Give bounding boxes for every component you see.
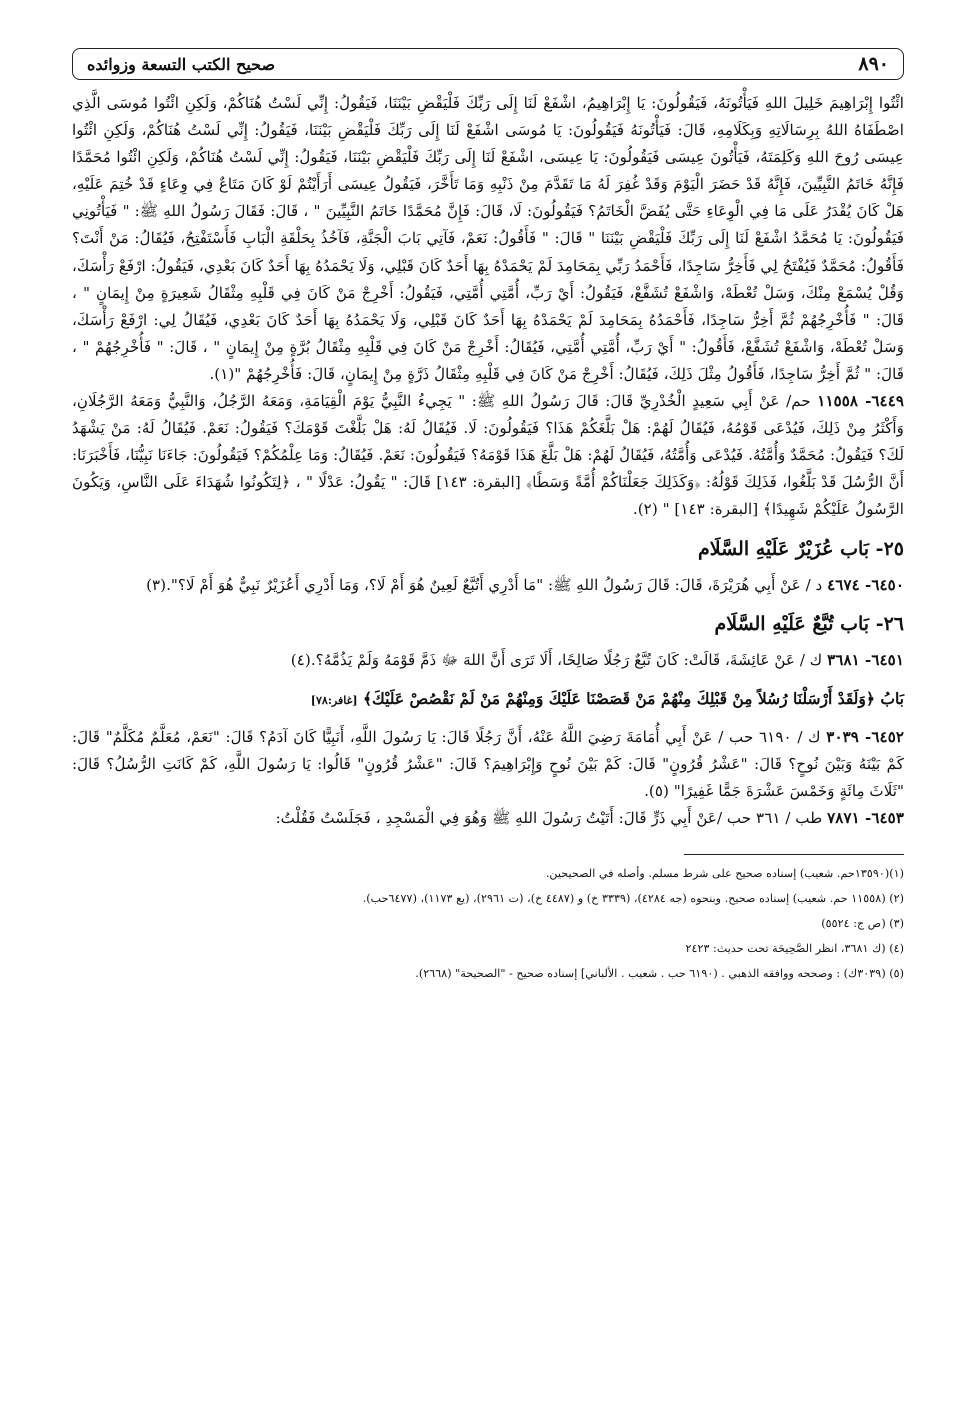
footnote-3: (٣) (ص ج: ٥٥٢٤) [821, 917, 904, 931]
chapter-heading-26: ٢٦- بَاب تُبَّعٌ عَلَيْهِ السَّلَام [714, 612, 904, 635]
hadith-6453 [72, 805, 904, 832]
hadith-6452 [72, 724, 904, 805]
footnotes [72, 861, 904, 986]
hadith-number: ٦٤٤٩- ١١٥٥٨ [817, 392, 905, 411]
hadith-number: ٦٤٥١- ٣٦٨١ [827, 650, 904, 669]
running-header [72, 48, 904, 80]
page-number: ٨٩٠ [858, 53, 889, 75]
footnote-1: (١)(١٣٥٩٠حم. شعيب) إسناده صحيح على شرط مسلم. وأصله في الصحيحين. [545, 867, 904, 881]
footnote-divider [684, 854, 904, 855]
hadith-number: ٦٤٥٣- ٧٨٧١ [827, 808, 904, 827]
chapter-heading-ayah [72, 684, 904, 716]
book-title: صحيح الكتب التسعة وزوائده [87, 54, 276, 74]
main-text [72, 90, 904, 832]
hadith-continuation: ائْتُوا إِبْرَاهِيمَ خَلِيلَ اللهِ فَيَأْتُونَهُ، فَيَقُولُونَ: يَا إِبْرَاهِيمُ، اشْفَعْ لَنَا إِلَى رَبِّكَ فَلْيَقْضِ بَيْنَنَا، فَيَقُولُ: إِنِّي لَسْتُ هُنَاكُمْ، وَلَكِنِ ائْتُوا مُوسَى الَّذِي اصْطَفَاهُ اللهُ بِرِسَالَاتِهِ وَبِكَلَامِهِ، قَالَ: فَيَأْتُونَهُ فَيَقُولُونَ: يَا مُوسَى اشْفَعْ لَنَا إِلَى رَبِّكَ فَلْيَقْضِ بَيْنَنَا، فَيَقُولُ: إِنِّي لَسْتُ هُنَاكُمْ، وَلَكِنِ ائْتُوا عِيسَى رُوحَ اللهِ وَكَلِمَتَهُ، فَيَأْتُونَ عِيسَى فَيَقُولُونَ: يَا عِيسَى، اشْفَعْ لَنَا إِلَى رَبِّكَ فَلْيَقْضِ بَيْنَنَا، فَيَقُولُ: إِنِّي لَسْتُ هُنَاكُمْ، وَلَكِنِ ائْتُوا مُحَمَّدًا فَإِنَّهُ خَاتَمُ النَّبِيِّينَ، فَإِنَّهُ قَدْ حَضَرَ الْيَوْمَ وَقَدْ غُفِرَ لَهُ مَا تَقَدَّمَ مِنْ ذَنْبِهِ وَمَا تَأَخَّرَ، فَيَقُولُ عِيسَى أَرَأَيْتُمْ لَوْ كَانَ مَتَاعٌ فِي وِعَاءٍ قَدْ خُتِمَ عَلَيْهِ، هَلْ كَانَ يُقْدَرُ عَلَى مَا فِي الْوِعَاءِ حَتَّى يُفَضَّ الْخَاتَمُ؟ فَيَقُولُونَ: لَا، قَالَ: فَإِنَّ مُحَمَّدًا خَاتَمُ النَّبِيِّينَ " ، قَالَ: فَقَالَ رَسُولُ اللهِ ﷺ: " فَيَأْتُونِي فَيَقُولُونَ: يَا مُحَمَّدُ اشْفَعْ لَنَا إِلَى رَبِّكَ فَلْيَقْضِ بَيْنَنَا " قَالَ: " فَأَقُولُ: نَعَمْ، فَآتِي بَابَ الْجَنَّةِ، فَآخُذُ بِحَلْقَةِ الْبَابِ فَأَسْتَفْتِحُ، فَيُقَالُ: مَنْ أَنْتَ؟ فَأَقُولُ: مُحَمَّدٌ فَيُفْتَحُ لِي فَأَخِرُّ سَاجِدًا، فَأَحْمَدُ رَبِّي بِمَحَامِدَ لَمْ يَحْمَدْهُ بِهَا أَحَدٌ كَانَ قَبْلِي، وَلَا يَحْمَدُهُ بِهَا أَحَدٌ كَانَ بَعْدِي، فَيَقُولُ: ارْفَعْ رَأْسَكَ، وَقُلْ يُسْمَعْ مِنْكَ، وَسَلْ تُعْطَهْ، وَاشْفَعْ تُشَفَّعْ، فَيَقُولُ: أَيْ رَبِّ، أُمَّتِي أُمَّتِي، فَيَقُولُ: أَخْرِجْ مَنْ كَانَ فِي قَلْبِهِ مِثْقَالُ شَعِيرَةٍ مِنْ إِيمَانٍ " ، قَالَ: " فَأُخْرِجُهُمْ ثُمَّ أَخِرُّ سَاجِدًا، فَأَحْمَدُهُ بِمَحَامِدَ لَمْ يَحْمَدْهُ بِهَا أَحَدٌ كَانَ قَبْلِي، وَلَا يَحْمَدُهُ بِهَا أَحَدٌ كَانَ بَعْدِي، فَيُقَالُ لِي: ارْفَعْ رَأْسَكَ، وَسَلْ تُعْطَهْ، وَاشْفَعْ تُشَفَّعْ، فَأَقُولُ: " أَيْ رَبِّ، أُمَّتِي أُمَّتِي، فَيُقَالُ: أَخْرِجْ مَنْ كَانَ فِي قَلْبِهِ مِثْقَالُ بُرَّةٍ مِنْ إِيمَانٍ " ، قَالَ: " فَأُخْرِجُهُمْ " ، قَالَ: " ثُمَّ أَخِرُّ سَاجِدًا، فَأَقُولُ مِثْلَ ذَلِكَ، فَيُقَالُ: أَخْرِجْ مَنْ كَانَ فِي قَلْبِهِ مِثْقَالُ ذَرَّةٍ مِنْ إِيمَانٍ، قَالَ: فَأُخْرِجُهُمْ "(١). [72, 94, 904, 383]
hadith-text: ك / ٦١٩٠ حب / عَنْ أَبِي أُمَامَةَ رَضِيَ اللَّهُ عَنْهُ، أَنَّ رَجُلًا قَالَ: يَا رَسُولَ اللَّهِ، أَنَبِيًّا كَانَ آدَمُ؟ قَالَ: "نَعَمْ، مُعَلَّمٌ مُكَلَّمٌ" قَالَ: كَمْ بَيْنَهُ وَبَيْنَ نُوحٍ؟ قَالَ: "عَشْرُ قُرُونٍ" قَالَ: كَمْ بَيْنَ نُوحٍ وَإِبْرَاهِيمَ؟ قَالَ: "عَشْرُ قُرُونٍ" قَالُوا: يَا رَسُولَ اللَّهِ، كَمْ كَانَتِ الرُّسُلُ؟ قَالَ: "ثَلَاثَ مِائَةٍ وَخَمْسَ عَشْرَةَ جَمًّا غَفِيرًا" (٥). [72, 727, 904, 800]
chapter-ayah-title: بَابُ ﴿وَلَقَدْ أَرْسَلْنَا رُسُلاً مِنْ قَبْلِكَ مِنْهُمْ مَنْ قَصَصْنَا عَلَيْكَ وَمِنْهُمْ مَنْ لَمْ نَقْصُصْ عَلَيْكَ﴾ [362, 688, 904, 708]
ayah-reference: [غافر:٧٨] [310, 693, 358, 707]
footnote-4: (٤) (ك ٣٦٨١، انظر الصَّحِيحَة تحت حديث: ٢٤٢٣ [685, 942, 904, 956]
hadith-number: ٦٤٥٢- ٣٠٣٩ [826, 727, 905, 746]
hadith-number: ٦٤٥٠- ٤٦٧٤ [827, 575, 904, 594]
footnote-5: (٥) (٣٠٣٩ك) : وصححه ووافقه الذهبي . (٦١٩٠ حب . شعيب . الألباني] إسناده صحيح - "الصحيحة" (٢٦٦٨). [415, 967, 904, 981]
chapter-heading-25: ٢٥- بَاب عُزَيْرٌ عَلَيْهِ السَّلَام [698, 537, 904, 560]
hadith-text: طب / ٣٦١ حب /عَنْ أَبِي ذَرٍّ قَالَ: أَتَيْتُ رَسُولَ اللهِ ﷺ وَهُوَ فِي الْمَسْجِدِ ، فَجَلَسْتُ فَقُلْتُ: [275, 808, 823, 827]
document-page [72, 48, 904, 986]
hadith-text: ك / عَنْ عَائِشَةَ، قَالَتْ: كَانَ تُبَّعٌ رَجُلًا صَالِحًا، أَلَا تَرَى أَنَّ اللهَ ﷻ ذَمَّ قَوْمَهُ وَلَمْ يَذُمَّهُ؟.(٤) [290, 650, 823, 669]
footnote-2: (٢) (١١٥٥٨ حم. شعيب) إسناده صحيح. وبنحوه (جه ٤٢٨٤)، (٣٣٣٩ خ) و (٤٤٨٧ خ)، (ت ٢٩٦١)، (يع ١١٧٣)، (٦٤٧٧حب). [362, 892, 904, 906]
hadith-text: حم/ عَنْ أَبِي سَعِيدٍ الْخُدْرِيِّ قَالَ: قَالَ رَسُولُ اللهِ ﷺ: " يَجِيءُ النَّبِيُّ يَوْمَ الْقِيَامَةِ، وَمَعَهُ الرَّجُلُ، وَالنَّبِيُّ وَمَعَهُ الرَّجُلَانِ، وَأَكْثَرُ مِنْ ذَلِكَ، فَيُدْعَى قَوْمُهُ، فَيُقَالُ لَهُمْ: هَلْ بَلَّغَكُمْ هَذَا؟ فَيَقُولُونَ: لَا. فَيُقَالُ لَهُ: هَلْ بَلَّغْتَ قَوْمَكَ؟ فَيَقُولُ: نَعَمْ. فَيُقَالُ لَهُ: مَنْ يَشْهَدُ لَكَ؟ فَيَقُولُ: مُحَمَّدٌ وَأُمَّتُهُ. فَيُدْعَى وَأُمَّتُهُ، فَيُقَالُ لَهُمْ: هَلْ بَلَّغَ هَذَا قَوْمَهُ؟ فَيَقُولُونَ: نَعَمْ. فَيُقَالُ: وَمَا عِلْمُكُمْ؟ فَيَقُولُونَ: جَاءَنَا نَبِيُّنَا، فَأَخْبَرَنَا: أَنَّ الرُّسُلَ قَدْ بَلَّغُوا، فَذَلِكَ قَوْلُهُ: ﴿وَكَذَلِكَ جَعَلْنَاكُمْ أُمَّةً وَسَطًا﴾ [البقرة: ١٤٣] قَالَ: " يَقُولُ: عَدْلًا " ، ﴿لِتَكُونُوا شُهَدَاءَ عَلَى النَّاسِ، وَيَكُونَ الرَّسُولُ عَلَيْكُمْ شَهِيدًا﴾ [البقرة: ١٤٣] " (٢). [72, 392, 904, 519]
hadith-6449 [72, 388, 904, 523]
hadith-6451 [72, 647, 904, 674]
hadith-6450 [72, 572, 904, 599]
hadith-text: د / عَنْ أَبِي هُرَيْرَةَ، قَالَ: قَالَ رَسُولُ اللهِ ﷺ: "مَا أَدْرِي أَتُبَّعٌ لَعِينٌ هُوَ أَمْ لَا؟، وَمَا أَدْرِي أَعُزَيْرٌ نَبِيٌّ هُوَ أَمْ لَا؟".(٣) [146, 575, 823, 594]
